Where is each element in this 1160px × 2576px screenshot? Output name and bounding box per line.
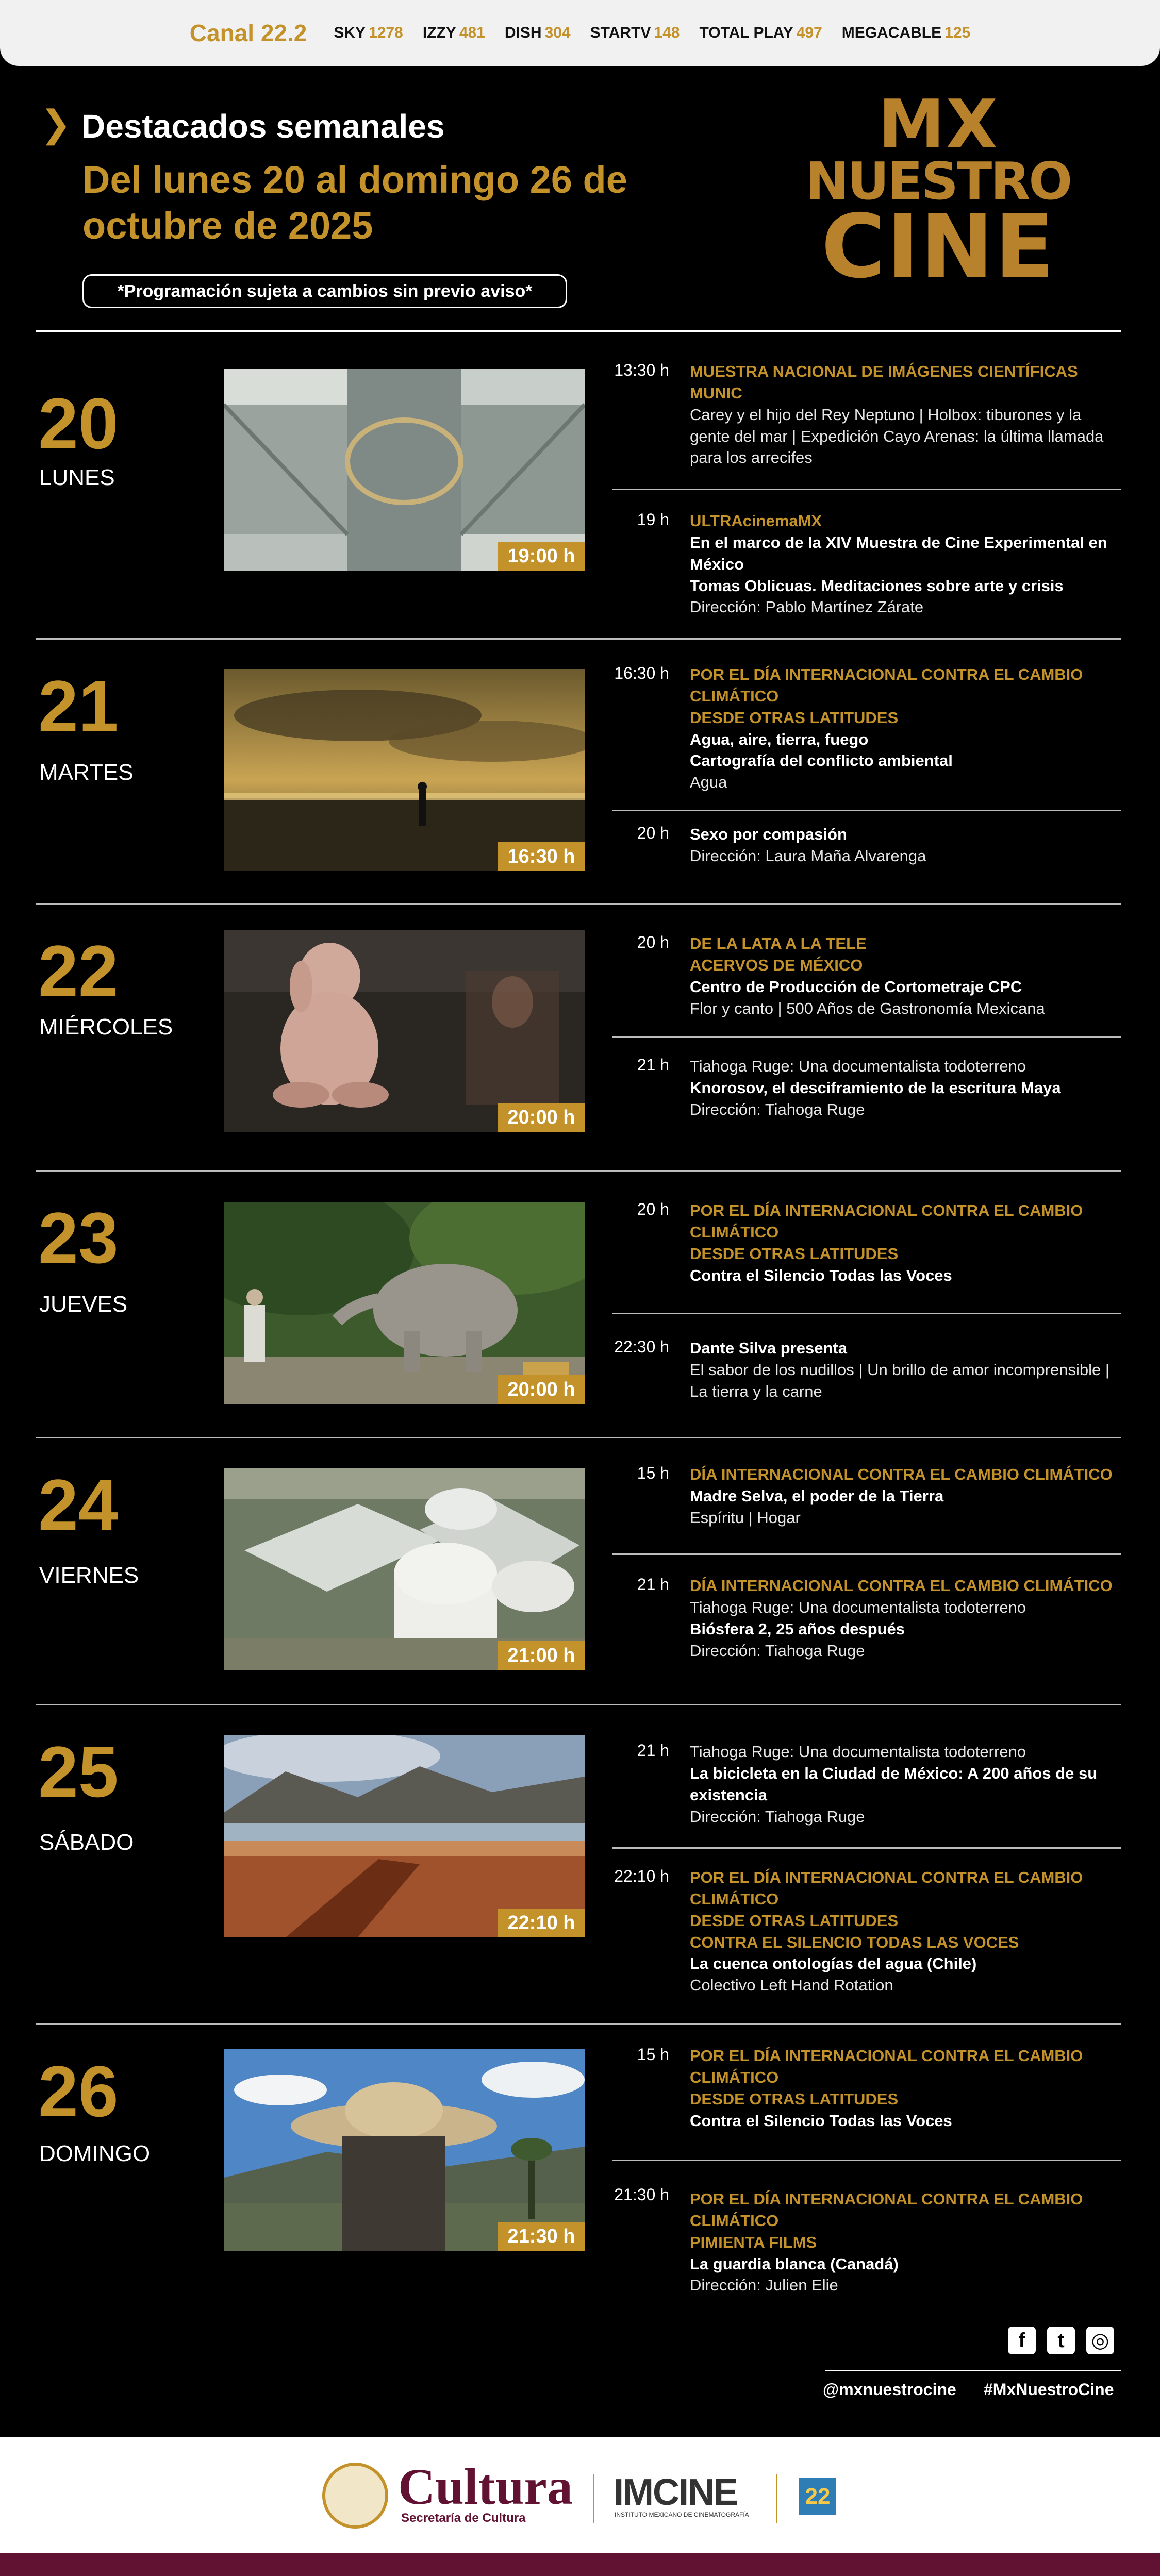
mx-nuestro-cine-logo: MX NUESTRO CINE [805,85,1071,298]
time-badge: 19:00 h [498,542,585,571]
slot-time: 20 h [637,1200,669,1218]
imcine-logo: IMCINE [614,2472,737,2513]
time-badge: 20:00 h [498,1375,585,1404]
slot-time: 16:30 h [614,664,669,682]
chevron-right-icon: ❯ [40,104,72,145]
slot-divider [612,1036,1121,1038]
program-series: POR EL DÍA INTERNACIONAL CONTRA EL CAMBIO CLIMÁTICO [690,665,1083,705]
program-title: La cuenca ontologías del agua (Chile) [690,1954,977,1973]
day-number: 21 [38,665,119,746]
channel-dish: DISH 304 [504,24,571,41]
program-title: En el marco de la XIV Muestra de Cine Experimental en México [690,533,1107,573]
day-number: 20 [38,383,119,464]
disclaimer-note: *Programación sujeta a cambios sin previo aviso* [82,274,567,308]
slot-time: 20 h [637,933,669,951]
program-title: Agua, aire, tierra, fuego [690,730,869,748]
day-divider [36,638,1121,640]
channel-totalplay: TOTAL PLAY 497 [699,24,822,41]
program-director: Dirección: Tiahoga Ruge [690,1100,865,1118]
program-title: Contra el Silencio Todas las Voces [690,1266,952,1284]
header-divider [36,330,1121,332]
canal22-logo: 22 [799,2478,836,2515]
program-title: Sexo por compasión [690,825,847,843]
sponsor-bar [0,2437,1160,2553]
day-name: MIÉRCOLES [39,1014,173,1040]
program-series: DESDE OTRAS LATITUDES [690,1244,899,1263]
slot-time: 22:10 h [614,1867,669,1885]
footer-divider [825,2370,1121,2371]
day-number: 26 [38,2051,119,2132]
program-title: Tomas Oblicuas. Meditaciones sobre arte y crisis [690,576,1064,595]
social-links [1008,2327,1114,2354]
day-divider [36,1437,1121,1438]
mexico-seal-icon [322,2463,388,2529]
day-number: 23 [38,1197,119,1278]
program-title: Contra el Silencio Todas las Voces [690,2111,952,2130]
time-badge: 21:30 h [498,2222,585,2251]
slot-time: 21 h [637,1741,669,1760]
program-thumbnail [224,930,585,1132]
day-name: MARTES [39,760,134,785]
program-title: La guardia blanca (Canadá) [690,2254,899,2273]
day-divider [36,903,1121,905]
program-director: Dirección: Laura Maña Alvarenga [690,846,926,865]
program-series: POR EL DÍA INTERNACIONAL CONTRA EL CAMBIO CLIMÁTICO [690,2190,1083,2230]
slot-divider [612,810,1121,811]
program-episodes: Espíritu | Hogar [690,1508,801,1527]
channel-sky: SKY 1278 [334,24,403,41]
program-series: MUESTRA NACIONAL DE IMÁGENES CIENTÍFICAS MUNIC [690,362,1078,402]
slot-divider [612,1847,1121,1849]
program-series: DÍA INTERNACIONAL CONTRA EL CAMBIO CLIMÁTICO [690,1465,1113,1483]
program-episode: Agua [690,773,727,792]
slot-divider [612,1313,1121,1314]
day-name: DOMINGO [39,2141,151,2166]
program-thumbnail [224,1468,585,1670]
program-title: Cartografía del conflicto ambiental [690,751,953,770]
time-badge: 20:00 h [498,1103,585,1132]
slot-divider [612,1553,1121,1555]
program-director: Dirección: Tiahoga Ruge [690,1807,865,1826]
program-series: DESDE OTRAS LATITUDES [690,708,899,727]
slot-divider [612,489,1121,490]
program-series: POR EL DÍA INTERNACIONAL CONTRA EL CAMBIO CLIMÁTICO [690,1201,1083,1241]
program-series: ULTRAcinemaMX [690,512,822,530]
program-episodes: Carey y el hijo del Rey Neptuno | Holbox: tiburones y la gente del mar | Expedición Cayo Arenas: la última llamada para los arrecifes [690,405,1104,467]
bottom-band [0,2553,1160,2576]
program-title: Centro de Producción de Cortometraje CPC [690,977,1022,996]
canal-label: Canal 22.2 [189,20,307,46]
program-episodes: Flor y canto | 500 Años de Gastronomía Mexicana [690,999,1045,1017]
facebook-icon[interactable]: f [1008,2327,1036,2354]
secretaria-label: Secretaría de Cultura [401,2511,526,2525]
program-series: Tiahoga Ruge: Una documentalista todoterreno [690,1598,1026,1616]
cultura-logo: Cultura [398,2458,573,2515]
channel-startv: STARTV 148 [590,24,680,41]
instagram-icon[interactable]: ◎ [1086,2327,1114,2354]
imcine-subtitle: INSTITUTO MEXICANO DE CINEMATOGRAFÍA [615,2511,749,2518]
twitter-icon[interactable]: t [1047,2327,1075,2354]
day-number: 24 [38,1464,119,1545]
program-title: La bicicleta en la Ciudad de México: A 200 años de su existencia [690,1764,1098,1804]
slot-time: 21 h [637,1575,669,1594]
time-badge: 21:00 h [498,1641,585,1670]
day-name: VIERNES [39,1563,139,1588]
social-hashtag[interactable]: #MxNuestroCine [984,2380,1114,2399]
day-divider [36,1170,1121,1172]
day-number: 22 [38,930,119,1011]
slot-divider [612,2160,1121,2161]
program-title: Madre Selva, el poder de la Tierra [690,1486,944,1505]
program-thumbnail [224,1202,585,1404]
program-thumbnail [224,2049,585,2251]
day-number: 25 [38,1731,119,1812]
program-series: Tiahoga Ruge: Una documentalista todoterreno [690,1057,1026,1075]
program-series: Tiahoga Ruge: Una documentalista todoterreno [690,1743,1026,1761]
page-title: Destacados semanales [81,108,445,145]
program-series: CONTRA EL SILENCIO TODAS LAS VOCES [690,1933,1019,1951]
program-director: Dirección: Tiahoga Ruge [690,1641,865,1660]
program-series: PIMIENTA FILMS [690,2233,817,2251]
program-thumbnail [224,669,585,871]
program-director: Dirección: Julien Elie [690,2276,838,2295]
logo-divider [593,2474,594,2523]
program-series: DESDE OTRAS LATITUDES [690,2089,899,2108]
day-divider [36,1704,1121,1705]
slot-time: 15 h [637,2045,669,2064]
social-handle[interactable]: @mxnuestrocine [823,2380,956,2399]
channel-megacable: MEGACABLE 125 [841,24,971,41]
program-series: DÍA INTERNACIONAL CONTRA EL CAMBIO CLIMÁTICO [690,1577,1113,1595]
program-title: Knorosov, el desciframiento de la escritura Maya [690,1078,1061,1097]
slot-time: 19 h [637,510,669,529]
slot-time: 22:30 h [614,1337,669,1356]
program-director: Dirección: Pablo Martínez Zárate [690,598,924,616]
date-range: Del lunes 20 al domingo 26 de octubre de 2025 [82,158,627,247]
program-series: DE LA LATA A LA TELE [690,934,867,952]
slot-time: 21:30 h [614,2185,669,2204]
day-name: LUNES [39,465,115,490]
slot-time: 20 h [637,824,669,842]
program-series: POR EL DÍA INTERNACIONAL CONTRA EL CAMBIO CLIMÁTICO [690,2047,1083,2086]
program-series: DESDE OTRAS LATITUDES [690,1911,899,1930]
program-title: Biósfera 2, 25 años después [690,1619,905,1638]
day-divider [36,2023,1121,2025]
logo-divider [776,2474,777,2523]
slot-time: 13:30 h [614,361,669,379]
program-thumbnail [224,369,585,571]
time-badge: 22:10 h [498,1909,585,1937]
slot-time: 15 h [637,1464,669,1482]
day-name: JUEVES [39,1292,128,1317]
channel-bar [0,0,1160,66]
program-thumbnail [224,1735,585,1937]
program-episodes: El sabor de los nudillos | Un brillo de amor incomprensible | La tierra y la carne [690,1360,1109,1400]
time-badge: 16:30 h [498,842,585,871]
program-series: POR EL DÍA INTERNACIONAL CONTRA EL CAMBIO CLIMÁTICO [690,1868,1083,1908]
program-director: Colectivo Left Hand Rotation [690,1976,893,1995]
channel-izzy: IZZY 481 [422,24,485,41]
program-title: Dante Silva presenta [690,1339,847,1357]
program-series: ACERVOS DE MÉXICO [690,956,863,974]
slot-time: 21 h [637,1056,669,1074]
day-name: SÁBADO [39,1830,134,1855]
